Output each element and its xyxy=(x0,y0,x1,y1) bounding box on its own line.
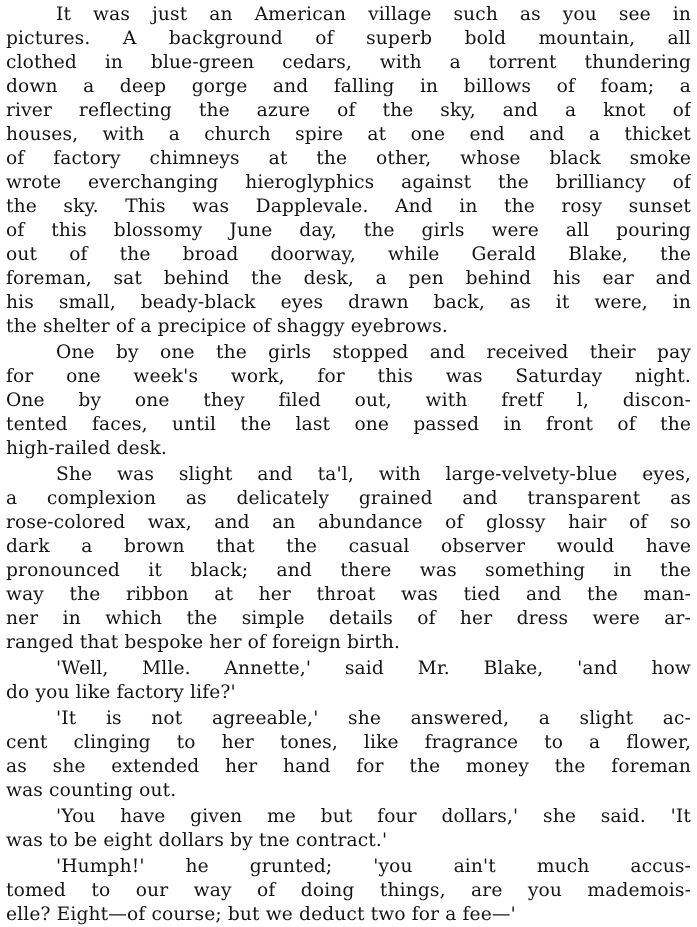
text-line: elle? Eight—of course; but we deduct two for a fee—' xyxy=(6,904,516,925)
text-line: dark a brown that the casual observer would have xyxy=(6,536,691,557)
text-line: river reflecting the azure of the sky, and a knot of xyxy=(6,100,691,121)
text-line: houses, with a church spire at one end and a thicket xyxy=(6,124,691,145)
text-line: way the ribbon at her throat was tied and the man- xyxy=(6,584,691,605)
paragraph-annette-answer xyxy=(6,707,691,803)
text-line: tented faces, until the last one passed in front of the xyxy=(6,414,691,435)
text-line: was to be eight dollars by tne contract.' xyxy=(6,830,388,851)
text-line: cent clinging to her tones, like fragrance to a flower, xyxy=(6,732,691,753)
text-line: down a deep gorge and falling in billows of foam; a xyxy=(6,76,691,97)
text-line: clothed in blue-green cedars, with a torrent thundering xyxy=(6,52,691,73)
text-line: was counting out. xyxy=(6,780,177,801)
text-line: do you like factory life?' xyxy=(6,682,236,703)
text-line: a complexion as delicately grained and transparent as xyxy=(6,488,691,509)
text-line: of factory chimneys at the other, whose black smoke xyxy=(6,148,691,169)
text-line: tomed to our way of doing things, are you mademois- xyxy=(6,880,691,901)
text-line: his small, beady-black eyes drawn back, as it were, in xyxy=(6,292,691,313)
text-line: One by one they filed out, with fretf l, discon- xyxy=(6,390,691,411)
text-line: the shelter of a precipice of shaggy eyebrows. xyxy=(6,316,448,337)
text-line: It was just an American village such as you see in xyxy=(56,4,691,25)
text-line: 'You have given me but four dollars,' she said. 'It xyxy=(56,806,691,827)
paragraph-village-description xyxy=(6,3,691,339)
text-line: 'It is not agreeable,' she answered, a slight ac- xyxy=(56,708,691,729)
text-line: high-railed desk. xyxy=(6,438,167,459)
text-line: of this blossomy June day, the girls were all pouring xyxy=(6,220,691,241)
paragraph-annette-description xyxy=(6,463,691,655)
text-line: pronounced it black; and there was something in the xyxy=(6,560,691,581)
text-line: 'Humph!' he grunted; 'you ain't much accus- xyxy=(56,856,691,877)
text-line: pictures. A background of superb bold mountain, all xyxy=(6,28,691,49)
text-line: out of the broad doorway, while Gerald Blake, the xyxy=(6,244,691,265)
text-line: One by one the girls stopped and received their pay xyxy=(56,342,691,363)
text-line: She was slight and ta'l, with large-velvety-blue eyes, xyxy=(56,464,691,485)
text-line: the sky. This was Dapplevale. And in the rosy sunset xyxy=(6,196,691,217)
text-line: as she extended her hand for the money the foreman xyxy=(6,756,691,777)
paragraph-blake-question xyxy=(6,657,691,705)
text-line: for one week's work, for this was Saturday night. xyxy=(6,366,691,387)
paragraph-four-dollars xyxy=(6,805,691,853)
paragraph-humph xyxy=(6,855,691,927)
text-line: wrote everchanging hieroglyphics against the brilliancy of xyxy=(6,172,691,193)
text-line: 'Well, Mlle. Annette,' said Mr. Blake, 'and how xyxy=(56,658,691,679)
text-line: ner in which the simple details of her dress were ar- xyxy=(6,608,691,629)
text-line: foreman, sat behind the desk, a pen behind his ear and xyxy=(6,268,691,289)
text-line: rose-colored wax, and an abundance of glossy hair of so xyxy=(6,512,691,533)
text-line: ranged that bespoke her of foreign birth. xyxy=(6,632,401,653)
paragraph-girls-paid xyxy=(6,341,691,461)
